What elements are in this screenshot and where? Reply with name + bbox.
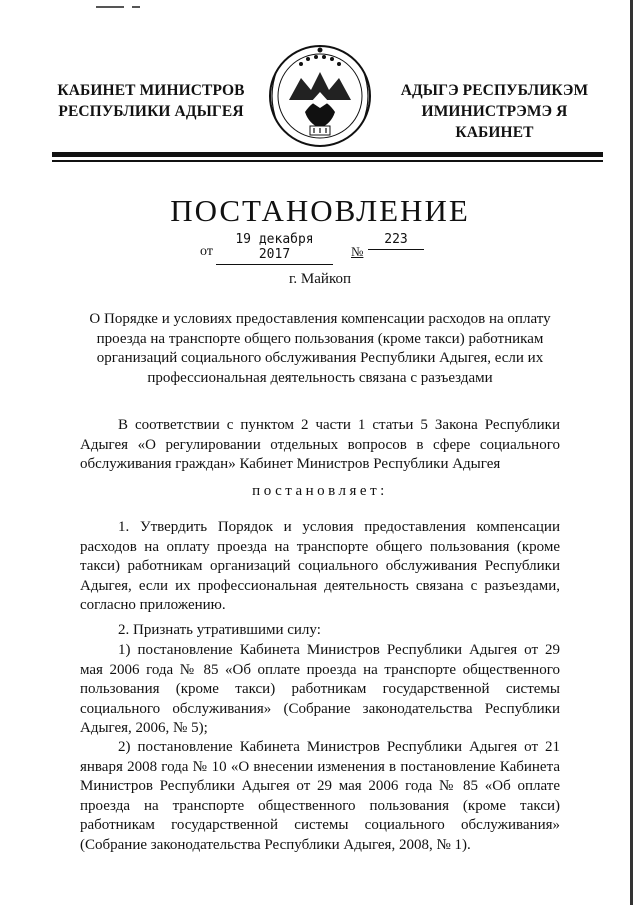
header-divider [52, 152, 603, 157]
decree-word: постановляет: [252, 483, 388, 499]
document-number: 223 [368, 232, 424, 250]
clause-2-subitem-2: 2) постановление Кабинета Министров Республики Адыгея от 21 января 2008 года № 10 «О внесении изменения в постановление Кабинета Министров Республики Адыгея от 29 мая 2006 года № 85 «Об оплате проезда на транспорте общественного пользования (кроме такси) работникам государственной системы социального обслуживания» (Собрание законодательства Республики Адыгея, 2008, № 1). [80, 739, 560, 853]
document-city: г. Майкоп [288, 271, 352, 287]
issuer-line: РЕСПУБЛИКИ АДЫГЕЯ [58, 103, 244, 120]
issuer-line: ИМИНИСТРЭМЭ Я КАБИНЕТ [421, 103, 568, 141]
document-subject: О Порядке и условиях предоставления компенсации расходов на оплату проезда на транспорте общего пользования (кроме такси) работникам организаций социального обслуживания Республики Адыгея, если их профессиональная деятельность связана с разъездами [89, 311, 551, 386]
republic-of-adygea-coat-of-arms-icon [261, 40, 379, 152]
issuer-line: КАБИНЕТ МИНИСТРОВ [57, 82, 245, 99]
clause-2-subitem-1: 1) постановление Кабинета Министров Республики Адыгея от 29 мая 2006 года № 85 «Об оплате проезда на транспорте общественного пользования (кроме такси) работникам государственной системы социального обслуживания» (Собрание законодательства Республики Адыгея, 2006, № 5); [80, 642, 560, 736]
legal-basis-paragraph: В соответствии с пунктом 2 части 1 статьи 5 Закона Республики Адыгея «О регулировании отдельных вопросов в сфере социального обслуживания граждан» Кабинет Министров Республики Адыгея [80, 417, 560, 472]
document-date: 19 декабря 2017 [216, 232, 333, 265]
date-prefix: от [200, 244, 213, 259]
scan-artifact [132, 6, 140, 8]
clause-1: 1. Утвердить Порядок и условия предоставления компенсации расходов на оплату проезда на транспорте общего пользования (кроме такси) работникам организаций социального обслуживания Республики Адыгея, если их профессиональная деятельность связана с разъездами, согласно приложению. [80, 519, 560, 613]
document-title: ПОСТАНОВЛЕНИЕ [170, 193, 470, 228]
issuer-name-russian [57, 80, 245, 122]
scan-artifact [96, 6, 124, 8]
issuer-line: АДЫГЭ РЕСПУБЛИКЭМ [400, 82, 589, 99]
scan-edge [630, 0, 633, 905]
issuer-name-adyghe [387, 80, 602, 143]
header-divider [52, 160, 603, 162]
number-prefix: № [351, 244, 364, 259]
clause-2: 2. Признать утратившими силу: [118, 622, 321, 638]
